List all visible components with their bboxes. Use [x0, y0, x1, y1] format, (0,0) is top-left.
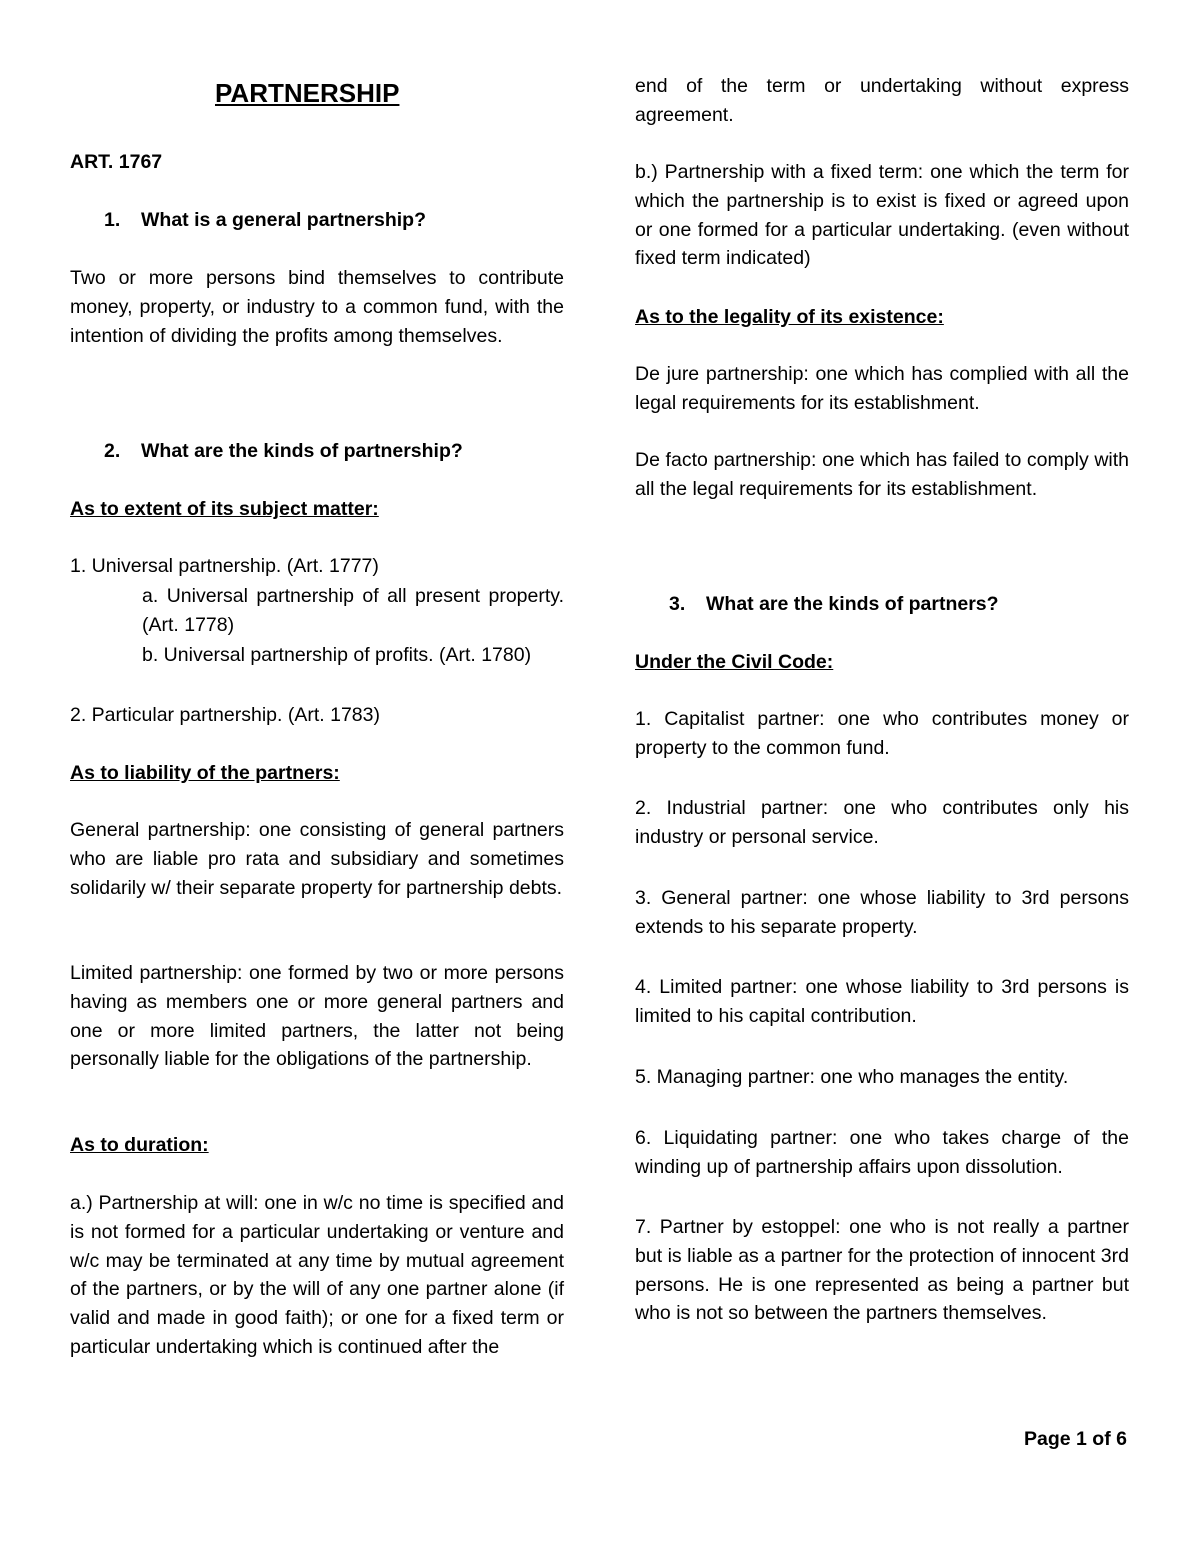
question-3-number: 3. — [669, 593, 686, 615]
question-2 — [104, 437, 463, 466]
question-2-text: What are the kinds of partnership? — [141, 440, 463, 462]
de-jure-definition: De jure partnership: one which has complied with all the legal requirements for its establishment. — [635, 363, 1129, 414]
question-3-text: What are the kinds of partners? — [706, 593, 999, 615]
limited-partner: 4. Limited partner: one whose liability to 3rd persons is limited to his capital contribution. — [635, 976, 1129, 1027]
page-number: Page 1 of 6 — [1024, 1428, 1127, 1450]
question-1-text: What is a general partnership? — [141, 209, 426, 231]
partnership-at-will-definition: a.) Partnership at will: one in w/c no time is specified and is not formed for a particular undertaking or venture and w/c may be terminated at any time by mutual agreement of the partners, or by the will of any one partner alone (if valid and made in good faith); or one for a fixed term or particular undertaking which is continued after the — [70, 1192, 564, 1358]
question-3 — [669, 590, 999, 619]
partnership-at-will-continued: end of the term or undertaking without express agreement. — [635, 75, 1129, 126]
question-1 — [104, 206, 426, 235]
general-partnership-definition: General partnership: one consisting of general partners who are liable pro rata and subsidiary and sometimes solidarily w/ their separate property for partnership debts. — [70, 819, 564, 899]
subject-matter-heading: As to extent of its subject matter: — [70, 498, 379, 520]
partner-by-estoppel: 7. Partner by estoppel: one who is not really a partner but is liable as a partner for the protection of innocent 3rd persons. He is one represented as being a partner but who is not so between the partners themselves. — [635, 1216, 1129, 1325]
de-facto-definition: De facto partnership: one which has failed to comply with all the legal requirements for its establishment. — [635, 449, 1129, 500]
article-heading: ART. 1767 — [70, 151, 163, 173]
fixed-term-definition: b.) Partnership with a fixed term: one which the term for which the partnership is to exist is fixed or agreed upon or one formed for a particular undertaking. (even without fixed term indicated) — [635, 161, 1129, 270]
legality-heading: As to the legality of its existence: — [635, 306, 944, 328]
universal-partnership: 1. Universal partnership. (Art. 1777) — [70, 555, 379, 577]
capitalist-partner: 1. Capitalist partner: one who contributes money or property to the common fund. — [635, 708, 1129, 759]
question-1-number: 1. — [104, 209, 121, 231]
particular-partnership: 2. Particular partnership. (Art. 1783) — [70, 704, 380, 726]
universal-profits: b. Universal partnership of profits. (Art. 1780) — [142, 644, 532, 666]
limited-partnership-definition: Limited partnership: one formed by two or more persons having as members one or more general partners and one or more limited partners, the latter not being personally liable for the obligations of the partnership. — [70, 962, 564, 1071]
document-title: PARTNERSHIP — [215, 78, 400, 108]
general-partner: 3. General partner: one whose liability to 3rd persons extends to his separate property. — [635, 887, 1129, 938]
question-2-number: 2. — [104, 440, 121, 462]
universal-present-property: a. Universal partnership of all present property. (Art. 1778) — [142, 585, 564, 636]
industrial-partner: 2. Industrial partner: one who contributes only his industry or personal service. — [635, 797, 1129, 848]
civil-code-heading: Under the Civil Code: — [635, 651, 834, 673]
duration-heading: As to duration: — [70, 1134, 209, 1156]
liquidating-partner: 6. Liquidating partner: one who takes charge of the winding up of partnership affairs upon dissolution. — [635, 1127, 1129, 1178]
liability-heading: As to liability of the partners: — [70, 762, 340, 784]
question-1-answer: Two or more persons bind themselves to contribute money, property, or industry to a common fund, with the intention of dividing the profits among themselves. — [70, 267, 564, 347]
managing-partner: 5. Managing partner: one who manages the entity. — [635, 1066, 1069, 1088]
